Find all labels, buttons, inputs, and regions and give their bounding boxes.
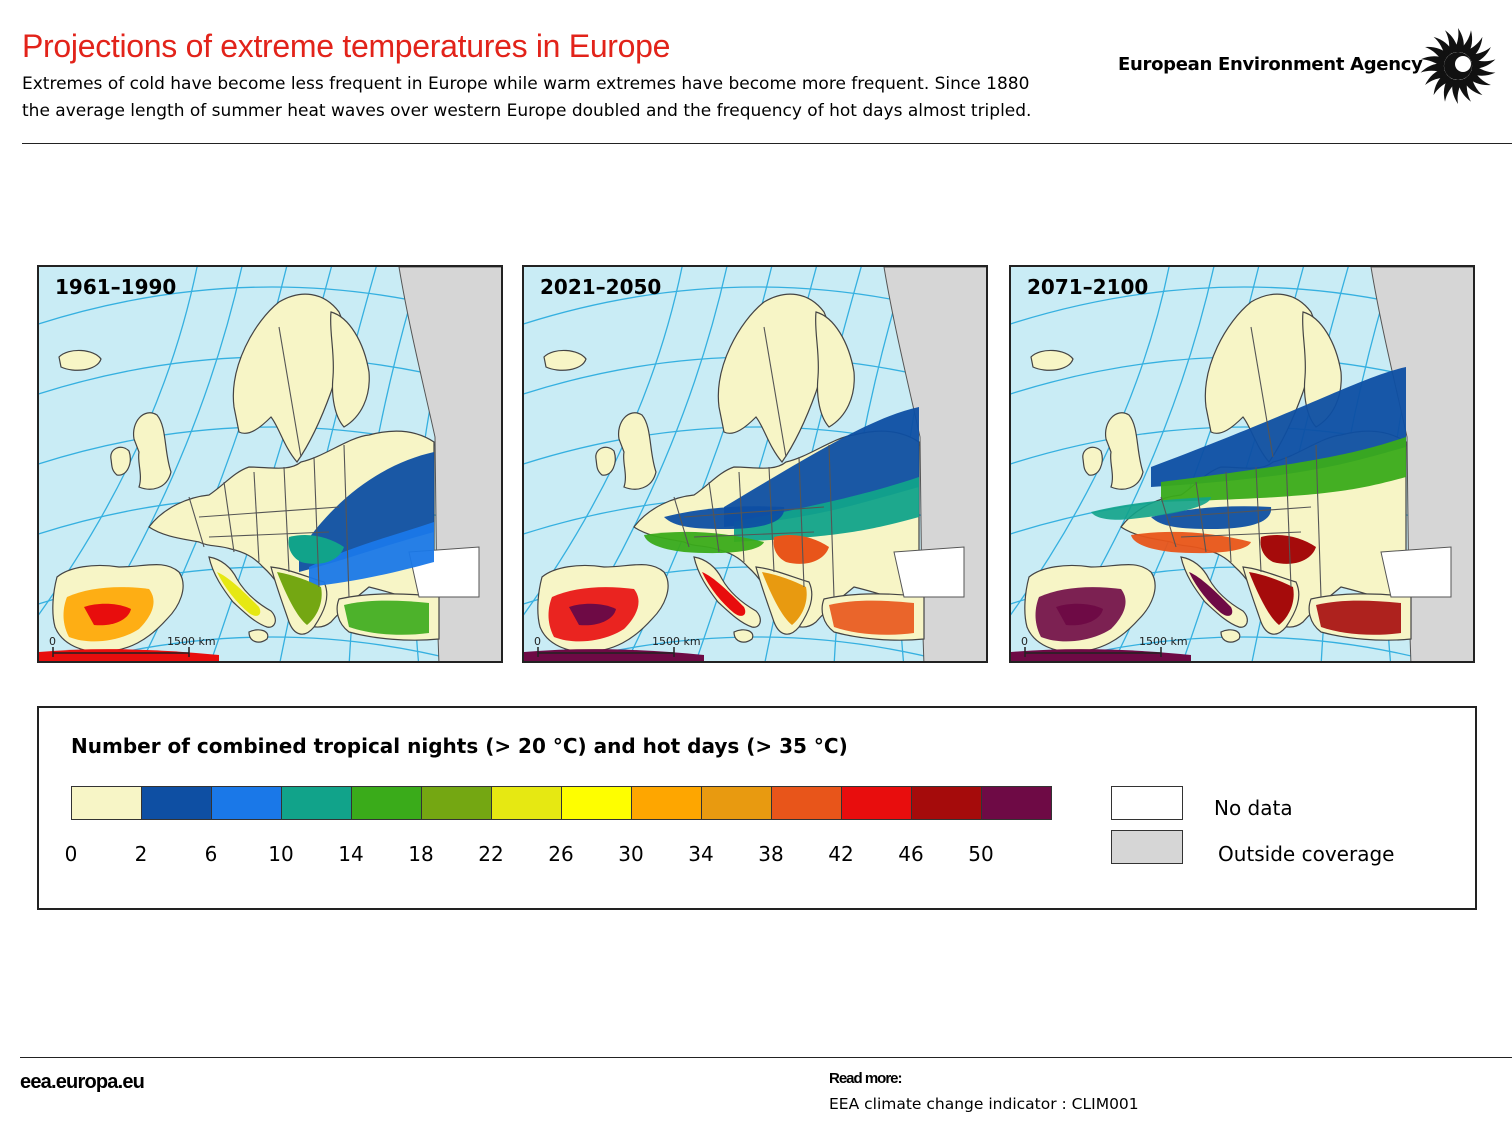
no-data-label: No data xyxy=(1214,796,1293,820)
legend-swatch xyxy=(71,786,142,820)
legend-swatch xyxy=(841,786,912,820)
legend-tick-label: 34 xyxy=(688,842,714,866)
legend-tick-label: 46 xyxy=(898,842,924,866)
map-panel-2021-2050 xyxy=(522,265,988,663)
map-period-label: 1961–1990 xyxy=(55,275,177,299)
scale-zero-label: 0 xyxy=(534,635,541,648)
legend-swatch xyxy=(561,786,632,820)
scale-zero-label: 0 xyxy=(49,635,56,648)
legend-swatch xyxy=(491,786,562,820)
legend-swatch xyxy=(281,786,352,820)
no-data-swatch xyxy=(1111,786,1183,820)
legend-swatch xyxy=(631,786,702,820)
page-subtitle: Extremes of cold have become less frequent in Europe while warm extremes have become more frequent. Since 1880 the average length of summer heat waves over western Europe doubled and the frequency of hot days almost tripled. xyxy=(22,74,1032,121)
map-period-label: 2021–2050 xyxy=(540,275,662,299)
footer-url-link[interactable]: eea.europa.eu xyxy=(20,1071,145,1093)
legend-tick-label: 50 xyxy=(968,842,994,866)
legend-tick-label: 2 xyxy=(134,842,148,866)
europe-map-2021-2050 xyxy=(524,267,988,663)
indicator-reference: EEA climate change indicator : CLIM001 xyxy=(829,1095,1139,1113)
legend-tick-label: 22 xyxy=(478,842,504,866)
scale-bar-label: 1500 km xyxy=(652,635,701,648)
europe-map-1961-1990 xyxy=(39,267,503,663)
legend-tick-label: 10 xyxy=(268,842,294,866)
legend-swatch xyxy=(771,786,842,820)
legend-title: Number of combined tropical nights (> 20 °C) and hot days (> 35 °C) xyxy=(71,734,848,758)
legend-swatch xyxy=(911,786,982,820)
legend-swatch xyxy=(981,786,1052,820)
map-panel-1961-1990 xyxy=(37,265,503,663)
legend-tick-label: 26 xyxy=(548,842,574,866)
map-period-label: 2071–2100 xyxy=(1027,275,1149,299)
scale-bar-label: 1500 km xyxy=(167,635,216,648)
scale-zero-label: 0 xyxy=(1021,635,1028,648)
read-more-label: Read more: xyxy=(829,1070,902,1087)
legend-swatch xyxy=(141,786,212,820)
legend-swatch xyxy=(421,786,492,820)
footer-divider xyxy=(20,1057,1512,1058)
outside-coverage-swatch xyxy=(1111,830,1183,864)
map-legend xyxy=(37,706,1477,910)
legend-swatch xyxy=(351,786,422,820)
legend-swatch xyxy=(211,786,282,820)
eea-logo xyxy=(1118,26,1498,106)
header-divider xyxy=(22,143,1512,144)
outside-coverage-label: Outside coverage xyxy=(1218,842,1395,866)
legend-tick-label: 38 xyxy=(758,842,784,866)
page-title: Projections of extreme temperatures in Europe xyxy=(22,28,671,64)
legend-tick-label: 30 xyxy=(618,842,644,866)
legend-swatch xyxy=(701,786,772,820)
legend-tick-label: 42 xyxy=(828,842,854,866)
scale-bar-label: 1500 km xyxy=(1139,635,1188,648)
legend-tick-label: 14 xyxy=(338,842,364,866)
map-panel-2071-2100 xyxy=(1009,265,1475,663)
europe-map-2071-2100 xyxy=(1011,267,1475,663)
eea-sun-logo-icon xyxy=(1418,26,1498,106)
logo-text: European Environment Agency xyxy=(1118,54,1423,75)
legend-tick-label: 6 xyxy=(204,842,218,866)
legend-tick-label: 18 xyxy=(408,842,434,866)
legend-tick-label: 0 xyxy=(64,842,78,866)
